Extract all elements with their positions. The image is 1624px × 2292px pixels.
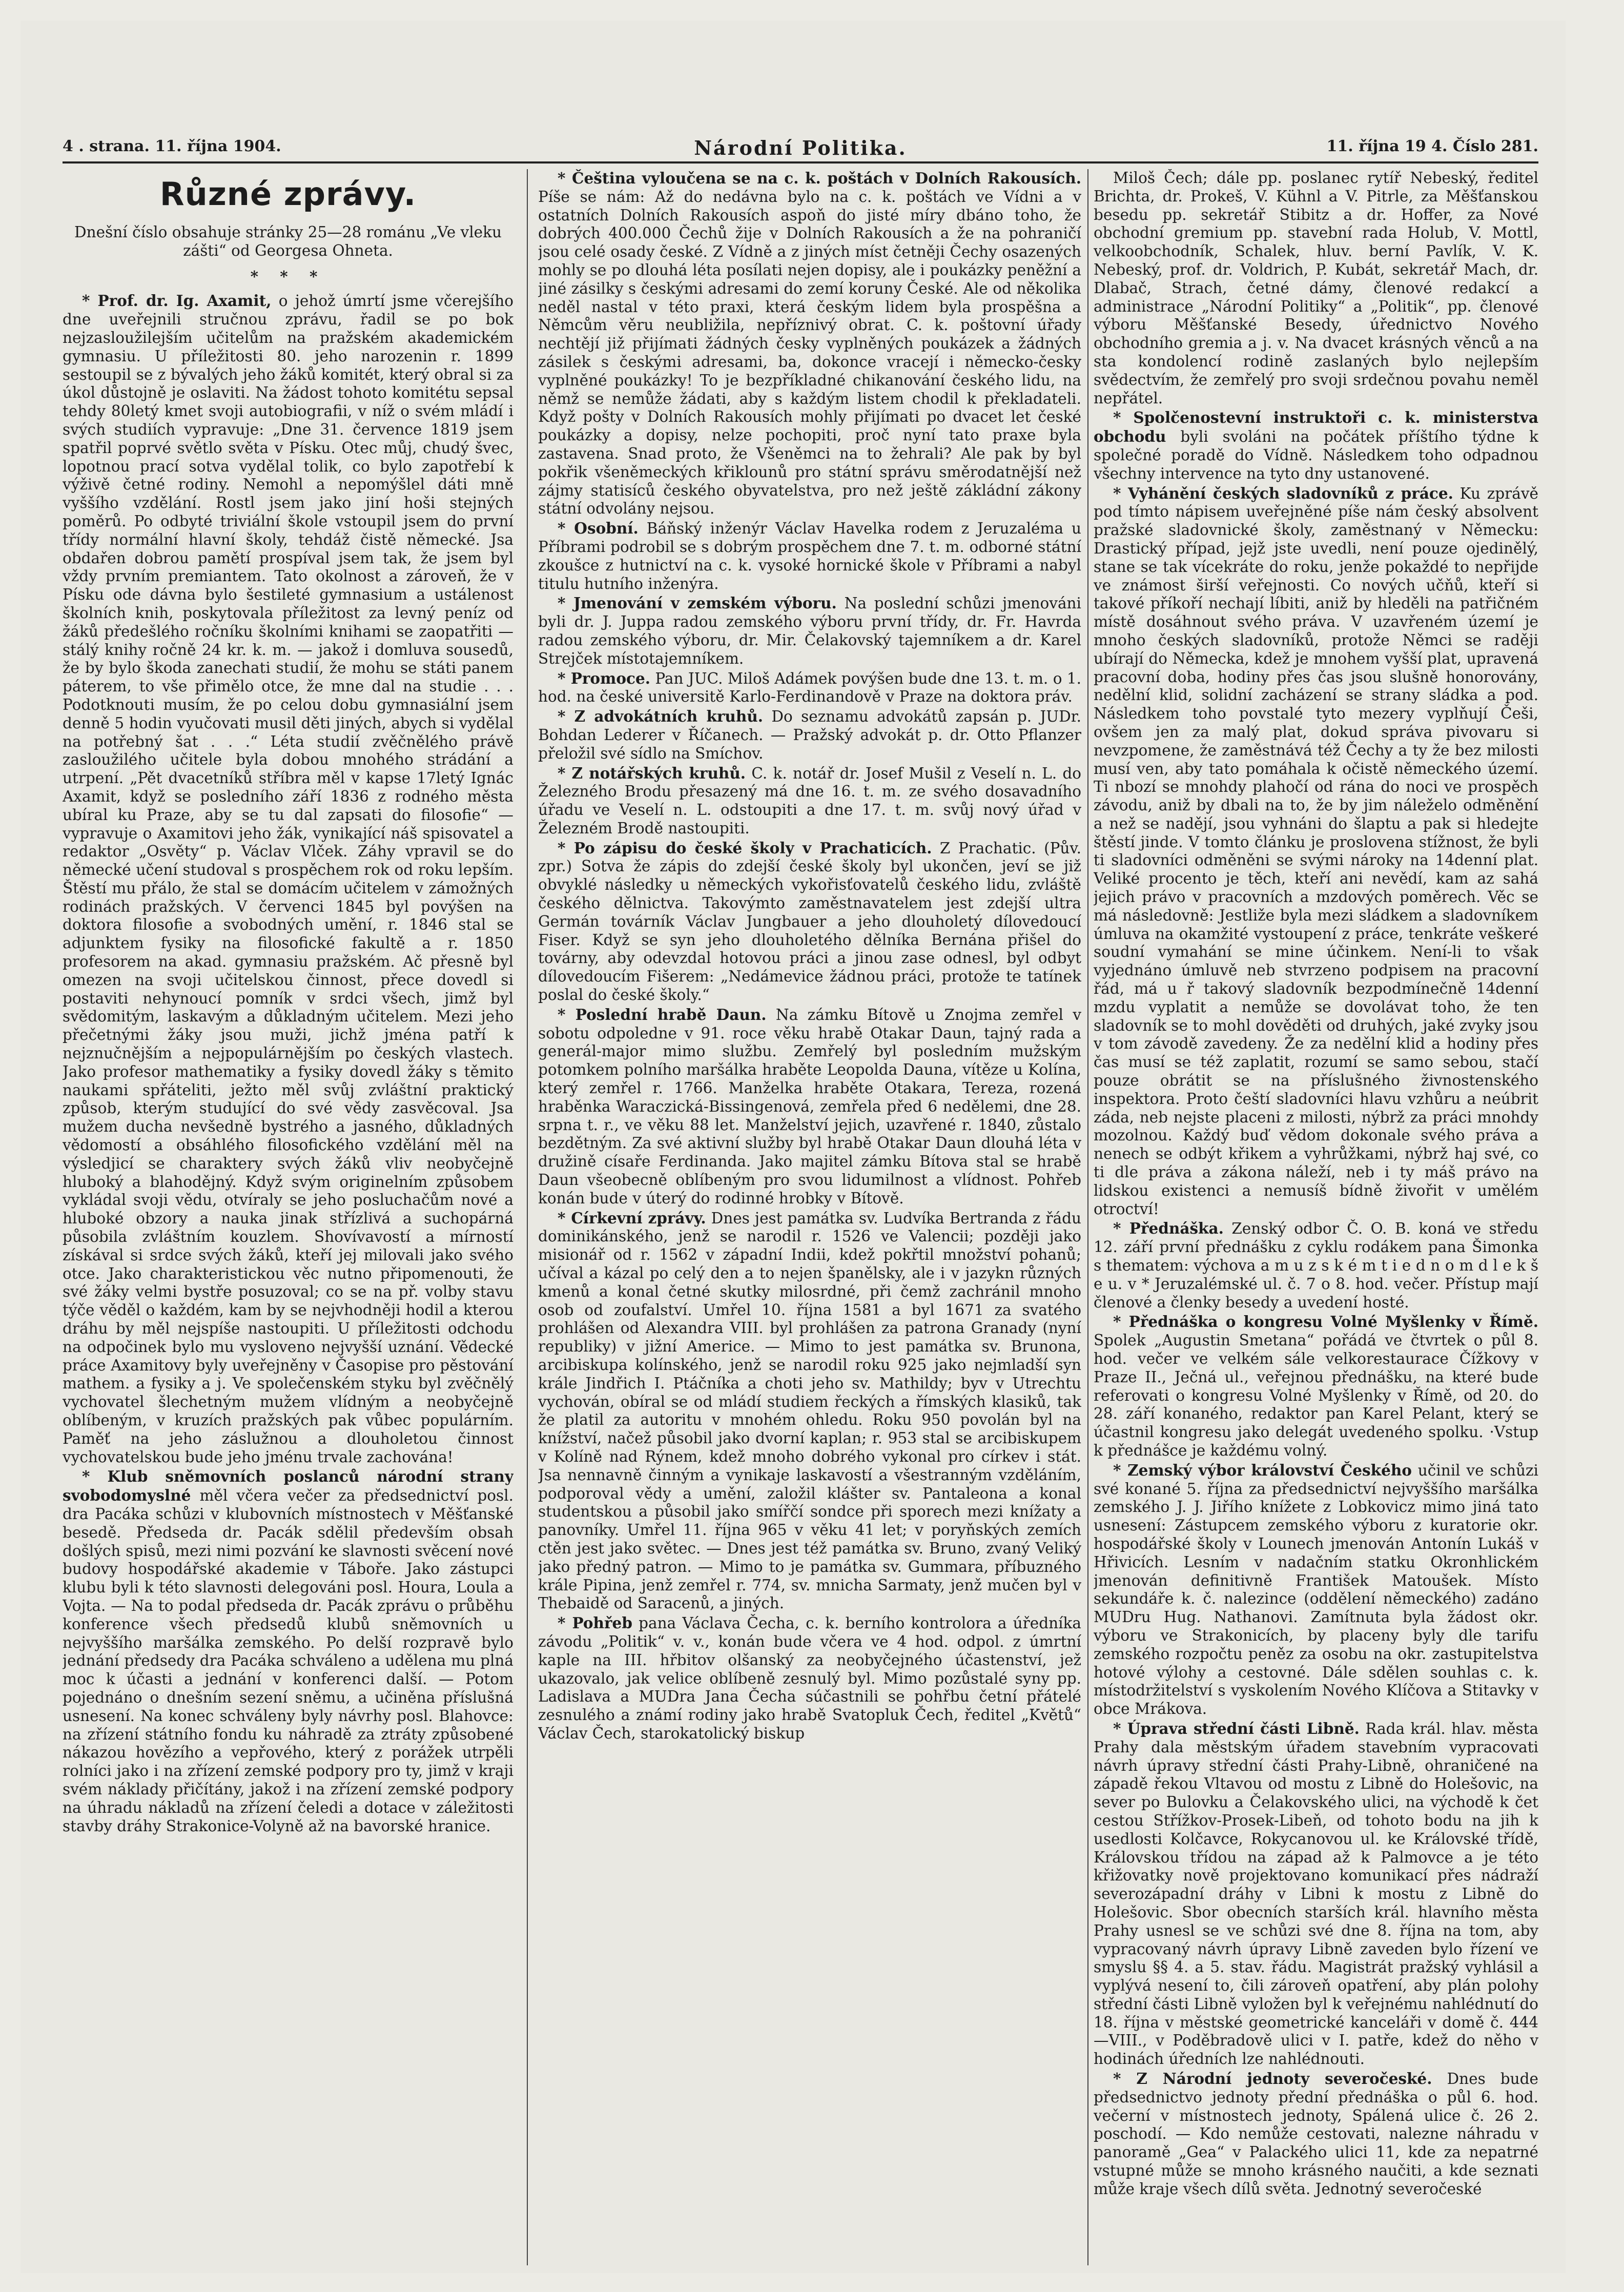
news-item bbox=[538, 1006, 1081, 1208]
news-item bbox=[538, 1614, 1081, 1743]
column-3-articles bbox=[1094, 169, 1538, 2199]
news-item bbox=[538, 839, 1081, 1005]
news-item bbox=[538, 1209, 1081, 1613]
news-item-text: Báňský inženýr Václav Havelka rodem z Jeruzaléma u Příbrami podrobil se s dobrým prospěchem dne 7. t. m. odborné státní zkoušce z hutnictví na c. k. vysoké hornické škole v Příbrami a nabyl titulu hutního inženýra. bbox=[538, 520, 1081, 592]
news-item bbox=[1094, 2070, 1538, 2199]
news-item bbox=[538, 594, 1081, 668]
header-issue-number: 11. října 19 4. Číslo 281. bbox=[1326, 137, 1538, 155]
column-1-articles bbox=[63, 292, 513, 1835]
column-2-articles bbox=[538, 169, 1081, 1743]
news-item-headline: * Poslední hrabě Daun. bbox=[558, 1005, 767, 1024]
news-item bbox=[1094, 1219, 1538, 1312]
news-item-headline: * Osobní. bbox=[558, 519, 639, 538]
news-item bbox=[63, 292, 513, 1466]
news-item-headline: * Přednáška o kongresu Volné Myšlenky v Římě. bbox=[1113, 1313, 1538, 1331]
news-item-text: Zenský odbor Č. O. B. koná ve středu 12. září první přednášku z cyklu rodákem pana Šimonka s thematem: výchova a m u z s k é m t i e d n o m d l e k š e u. v * Jeruzalémské ul. č. 7 o 8. hod. večer. Přístup mají členové a členky besedy a uvedení hosté. bbox=[1094, 1220, 1538, 1311]
news-item bbox=[538, 669, 1081, 707]
news-item-text: učinil ve schůzi své konané 5. října za předsednictví nejvyššího maršálka zemského J. J. Jiřího knížete z Lobkovicz mimo jiná tato usnesení: Zástupcem zemského výboru z kuratorie okr. hospodářské školy v Lounech jmenován Antonín Lukáš v Hřivicích. Lesním v nadačním statku Okronhlickém jmenován definitivně František Matoušek. Místo sekundáře k. č. nalezince (oddělení německého) zadáno MUDru Hug. Nathanovi. Zamítnuta byla žádost okr. výboru ve Strakonicích, by placeny byly dle tarifu zemského rozpočtu peněz za osobu na okr. zastupitelstva hotové výlohy a cestovné. Dále sdělen souhlas c. k. místodržitelství s vyskolením Nového Klíčova a Stitavky v obce Mrákova. bbox=[1094, 1461, 1538, 1718]
news-item-headline: * Vyhánění českých sladovníků z práce. bbox=[1113, 484, 1453, 502]
news-item bbox=[538, 519, 1081, 593]
column-divider bbox=[1087, 169, 1088, 2265]
news-item-text: Do seznamu advokátů zapsán p. JUDr. Bohdan Lederer v Říčanech. — Pražský advokát p. dr. Otto Pflanzer přeložil své sídlo na Smíchov. bbox=[538, 708, 1081, 762]
page-header bbox=[63, 133, 1538, 164]
news-item-headline: * Čeština vyloučena se na c. k. poštách v Dolních Rakousích. bbox=[558, 169, 1081, 187]
news-item-text: Dnes bude předsednictvo jednoty přední přednáška o půl 6. hod. večerní v místnostech jednoty, Spálená ulice č. 26 2. poschodí. — Kdo nemůže cestovati, nalezne náhradu v panoramě „Gea“ v Palackého ulici 11, kde za nepatrné vstupné může se mnoho krásného naučiti, a kde seznati může kraje všech dílů světa. Jednotný severočeské bbox=[1094, 2070, 1538, 2198]
news-item-headline: * Z advokátních kruhů. bbox=[558, 707, 764, 726]
news-item bbox=[1094, 1313, 1538, 1460]
news-item-text: C. k. notář dr. Josef Mušil z Veselí n. L. do Železného Brodu přesazený má dne 16. t. m. ze svého dosavadního úřadu ve Veselí n. L. odstoupiti a dne 17. t. m. svůj nový úřad v Železném Brodě nastoupiti. bbox=[538, 764, 1081, 837]
section-title: Různé zprávy. bbox=[159, 175, 417, 213]
news-item bbox=[1094, 169, 1538, 407]
header-rule bbox=[63, 161, 1538, 163]
news-item bbox=[1094, 1461, 1538, 1718]
newspaper-page bbox=[20, 21, 1566, 2273]
news-item bbox=[538, 764, 1081, 838]
separator-stars: * * * bbox=[250, 267, 326, 285]
news-item-text: o jehož úmrtí jsme včerejšího dne uveřejnili stručnou zprávu, řadil se po bok nejzasloužilejším učitelům na pražském akademickém gymnasiu. U příležitosti 80. jeho narozenin r. 1899 sestoupil se z bývalých jeho žáků komitét, který obral si za úkol důstojně je oslaviti. Na žádost tohoto komitétu sepsal tehdy 80letý kmet svoji autobiografii, v níž o svém mládí i svých studiích vypravuje: „Dne 31. července 1819 jsem spatřil poprvé světlo světa v Písku. Otec můj, chudý švec, lopotnou prací sotva vydělal tolik, co bylo zapotřebí k výživě četné rodiny. Nemohl a nepomýšlel dáti mně vyššího vzdělání. Rostl jsem jako jiní hoši stejných poměrů. Po odbyté triviální škole vstoupil jsem do první třídy normální hlavní školy, tehdáž čistě německé. Jsa obdařen dobrou pamětí prospíval jsem tak, že jsem byl vždy prvním premiantem. Tato okolnost a zároveň, že v Písku ode dávna bylo šestileté gymnasium a ustálenost školních knih, poskytovala příležitost za levný peníz od žáků předešlého ročníku školními knihami se zaopatřiti — stálý knihy ročně 24 kr. k. m. — jakož i domluva sousedů, že by bylo škoda zanechati studií, že mohu se státi panem páterem, to vše přimělo otce, že mne dal na studie . . . Podotknouti musím, že po celou dobu gymnasiální jsem denně 5 hodin vyučovati musil děti jiných, abych si vydělal na potřebný šat . . .“ Léta studií zvěčnělého právě zasloužilého učitele byla dobou mnohého strádání a utrpení. „Pět dvacetníků stříbra měl v kapse 17letý Ignác Axamit, když se posledního září 1836 z rodného města ubíral ku Praze, aby se tu dal zapsati do filosofie“ — vypravuje o Axamitovi jeho žák, vynikající náš spisovatel a redaktor „Osvěty“ p. Václav Vlček. Záhy vpravil se do německé učení studoval s prospěchem rok od roku lepším. Štěstí mu přálo, že stal se domácím učitelem v zámožných rodinách pražských. V červenci 1845 byl povýšen na doktora filosofie a svobodných umění, r. 1846 stal se adjunktem fysiky na filosofické fakultě a r. 1850 profesorem na akad. gymnasiu pražském. Ač přesně byl omezen na svoji učitelskou činnost, přece dovedl si postaviti nehynoucí pomník v srdci všech, jimž byl svědomitým, laskavým a důkladným učitelem. Mezi jeho přečetnými žáky jsou muži, jichž jména patří k nejznučnějším a nejpopulárnějším po českých vlastech. Jako profesor mathematiky a fysiky dovedl žáky s těmito naukami spřáteliti, ježto měl svůj zvláštní praktický způsob, kterým studující do své vědy zasvěcoval. Jsa mužem ducha nevšedně bystrého a jasného, důkladných vědomostí a obsáhlého filosofického vzdělání měl na výsledjicí se charaktery svých žáků vliv neobyčejně hluboký a blahodějný. Když svým originelním způsobem vykládal svoji vědu, otvíraly se jeho posluchačům nové a hluboké obzory a nauka jinak střízlivá a suchopárná působila zvláštním kouzlem. Shovívavostí a mírností získával si srdce svých žáků, kteří jej milovali jako svého otce. Jako charakteristickou věc nutno připomenouti, že své žáky velmi bystře posuzoval; co se na př. volby stavu týče věděl o každém, kam by se nejvhodněji hodil a kterou dráhu by měl nejspíše nastoupiti. U příležitosti odchodu na odpočinek bylo mu vysloveno nejvyšší uznání. Vědecké práce Axamitovy byly uveřejněny v Časopise pro pěstování mathem. a fysiky a j. Ve společenském styku byl zvěčnělý vychovatel šlechetným mužem vlídným a neobyčejně oblíbeným, v kruzích pražských pak vůbec populárním. Paměť na jeho záslužnou a dlouholetou činnost vychovatelskou bude jeho jménu trvale zachována! bbox=[63, 292, 513, 1466]
news-item-text: Na poslední schůzi jmenováni byli dr. J. Juppa radou zemského výboru první třídy, dr. Fr. Havrda radou zemského výboru, dr. Mir. Čelakovský tajemníkem a dr. Karel Strejček místotajemníkem. bbox=[538, 595, 1081, 667]
column-divider bbox=[527, 169, 528, 2265]
header-date-page: 4 . strana. 11. října 1904. bbox=[63, 137, 281, 155]
news-item-headline: * Klub sněmovních poslanců národní strany svobodomyslné bbox=[63, 1467, 513, 1505]
news-item-text: pana Václava Čecha, c. k. berního kontrolora a úředníka závodu „Politik“ v. v., konán bude včera ve 4 hod. odpol. z úmrtní kaple na III. hřbitov olšanský za neobyčejného účastenství, jež ukazovalo, jak velice oblíbeně zesnulý byl. Mimo pozůstalé syny pp. Ladislava a MUDra Jana Čecha súčastnili se pohřbu četní přátelé zesnulého a známí rodiny jako hrabě Svatopluk Čech, ředitel „Květů“ Václav Čech, starokatolický biskup bbox=[538, 1614, 1081, 1742]
column-1 bbox=[63, 169, 513, 2265]
news-item bbox=[63, 1467, 513, 1835]
intro-note: Dnešní číslo obsahuje stránky 25—28 románu „Ve vleku zášti“ od Georgesa Ohneta. bbox=[74, 223, 502, 259]
news-item bbox=[1094, 484, 1538, 1219]
news-item-text: měl včera večer za předsednictví posl. dra Pacáka schůzi v klubovních místnostech v Měšťanské besedě. Předseda dr. Pacák sdělil především obsah došlých spisů, mezi nimi pozvání ke slavnosti svěcení nové budovy hospodářské akademie v Táboře. Jako zástupci klubu byli k této slavnosti delegováni posl. Houra, Loula a Vojta. — Na to podal předseda dr. Pacák zprávu o průběhu konference všech předsedů klubů sněmovních u nejvyššího maršálka zemského. Po delší rozpravě bylo jednání předsedy dra Pacáka schváleno a udělena mu plná moc k účasti a jednání v konferenci další. — Potom pojednáno o dnešním sezení sněmu, a učiněna příslušná usnesení. Na konec schváleny byly návrhy posl. Blahovce: na zřízení státního fondu ku náhradě za ztráty způsobené nákazou hovězího a vepřového, který z porážek utrpěli rolníci jako i na zřízení zemské podpory pro ty, jimž v kraji svém náklady přičítány, jakož i na zřízení zemské podpory na úhradu nákladů na zřízení čeledi a dotace v záležitosti stavby dráhy Strakonice-Volyně až na bavorské hranice. bbox=[63, 1487, 513, 1835]
column-3 bbox=[1094, 169, 1538, 2265]
news-item bbox=[1094, 1720, 1538, 2069]
news-item-text: Spolek „Augustin Smetana“ pořádá ve čtvrtek o půl 8. hod. večer ve velkém sále velkorestaurace Čížkovy v Praze II., Ječná ul., veřejnou přednášku, na které bude referovati o kongresu Volné Myšlenky v Římě, od 20. do 28. září konaného, redaktor pan Karel Pelant, který se účastnil kongresu jako delegát uvedeného spolku. ·Vstup k přednášce je každému volný. bbox=[1094, 1332, 1538, 1459]
news-item-headline: * Přednáška. bbox=[1113, 1219, 1224, 1238]
news-item-headline: * Po zápisu do české školy v Prachaticích. bbox=[558, 838, 932, 857]
news-item-headline: * Z Národní jednoty severočeské. bbox=[1113, 2070, 1432, 2088]
news-item-text: Na zámku Bítově u Znojma zemřel v sobotu odpoledne v 91. roce věku hrabě Otakar Daun, tajný rada a generál-major mimo službu. Zemřelý byl posledním mužským potomkem polního maršálka hraběte Leopolda Dauna, vítěze u Kolína, který zemřel r. 1766. Manželka hraběte Otakara, Tereza, rozená hraběnka Waraczická-Bissingenová, zemřela před 6 nedělemi, dne 28. srpna t. r., ve věku 88 let. Manželství jejich, uzavřené r. 1840, zůstalo bezdětným. Za své aktivní služby byl hrabě Otakar Daun dlouhá léta v družině císaře Ferdinanda. Jako majitel zámku Bítova stal se hrabě Daun všeobecně oblíbeným pro svou lidumilnost a vlídnost. Pohřeb konán bude v úterý do rodinné hrobky v Bítově. bbox=[538, 1006, 1081, 1207]
news-item-text: Miloš Čech; dále pp. poslanec rytíř Nebeský, ředitel Brichta, dr. Prokeš, V. Kühnl a V. Pitrle, za Měšťanskou besedu pp. sekretář Stibitz a dr. Hoffer, za Nové obchodní gremium pp. stavební rada Holub, V. Mottl, velkoobchodník, Schalek, hluv. berní Pavlík, V. K. Nebeský, prof. dr. Voldrich, P. Kubát, sekretář Mach, dr. Dlabač, Strach, četné dámy, členové redakcí a administrace „Národní Politiky“ a „Politik“, pp. členové výboru Měšťanské Besedy, úřednictvo Nového obchodního gremia a j. v. Na dvacet krásných věnců a na sta kondolencí rodině zaslaných bylo nejlepším svědectvím, že zemřelý pro svoji srdečnou povahu neměl nepřátel. bbox=[1094, 169, 1538, 407]
news-item-headline: * Z notářských kruhů. bbox=[558, 764, 746, 782]
news-item-text: byli svoláni na počátek příštího týdne k společné poradě do Vídně. Následkem toho odpadnou všechny intervence na tyto dny ustanovené. bbox=[1094, 428, 1538, 482]
news-item bbox=[1094, 408, 1538, 483]
news-item-text: Rada král. hlav. města Prahy dala městským úřadem stavebním vypracovati návrh úpravy střední části Prahy-Libně, ohraničené na západě řekou Vltavou od mostu z Libně do Holešovic, na sever po Bulovku a Čelakovského ulici, na východě k čet cestou Střížkov-Prosek-Libeň, od tohoto bodu na jih k usedlosti Kolčavce, Rokycanovou ul. ke Královské třídě, Královskou třídou na západ až k Palmovce a je této křižovatky nově projektovano komunikací přes nádraží severozápadní dráhy v Libni k mostu z Libně do Holešovic. Sbor obecních starších král. hlavního města Prahy usnesl se ve schůzi své dne 8. října na tom, aby vypracovaný návrh úpravy Libně zaveden bylo řízení ve smyslu §§ 4. a 5. stav. řádu. Magistrát pražský vyhlásil a vyplývá nesení to, čili zároveň opatření, aby plán polohy střední části Libně vyložen byl k veřejnému nahlédnutí do 18. října v městské geometrické kanceláři v domě č. 444—VIII., v Poděbradově ulici v I. patře, kdež do něho v hodinách úředních lze nahlédnouti. bbox=[1094, 1720, 1538, 2068]
news-item-text: Pan JUC. Miloš Adámek povýšen bude dne 13. t. m. o 1. hod. na české universitě Karlo-Ferdinandově v Praze na doktora práv. bbox=[538, 669, 1081, 706]
news-item-text: Z Prachatic. (Pův. zpr.) Sotva že zápis do zdejší české školy byl ukončen, jeví se již obvyklé následky u německých vykořisťovatelů českého lidu, zvláště českého dělnictva. Takovýmto zaměstnavatelem jest zdejší ultra Germán továrník Václav Jungbauer a jeho dlouholetý dílovedoucí Fiser. Když se syn jeho dlouholetého dělníka Bernána přišel do továrny, aby odevzdal hotovou práci a jinou zase odnesl, byl odbyt dílovedoucím Fišerem: „Nedámevice žádnou práci, protože te tatínek poslal do české školy.“ bbox=[538, 839, 1081, 1004]
news-item-headline: * Úprava střední části Libně. bbox=[1113, 1719, 1360, 1737]
news-item-headline: * Jmenování v zemském výboru. bbox=[558, 594, 837, 612]
column-2 bbox=[538, 169, 1081, 2265]
news-item-text: Dnes jest památka sv. Ludvíka Bertranda z řádu dominikánského, jenž se narodil r. 1526 ve Valencii; později jako misionář od r. 1562 v západní Indii, kdež pokřtil množství pohanů; učíval a kázal po celý den a to nejen španělsky, ale i v jazykn různých kmenů a konal četné skutky milosrdné, při čemž zachránil mnoho osob od zoufalství. Umřel 10. října 1581 a byl 1671 za svatého prohlášen od Alexandra VIII. byl prohlášen za patrona Granady (nyní republiky) v jižní Americe. — Mimo to jest památka sv. Brunona, arcibiskupa kolínského, jenž se narodil roku 925 jako nejmladší syn krále Jindřich I. Ptáčníka a choti jeho sv. Mathildy; byv v Utrechtu vychován, obíral se od mládí studiem řeckých a římských klasiků, tak že platil za autoritu v mnohém ohledu. Roku 950 povolán byl na knížství, načež působil jako dvorní kaplan; r. 953 stal se arcibiskupem v Kolíně nad Rýnem, kdež mnoho dobrého vykonal pro církev i stát. Jsa nennavně činným a vynikaje laskavostí a všestranným vzděláním, podporoval vědy a umění, založil klášter sv. Pantaleona a konal studentskou a působil jako smířčí sondce při sporech mezi knížaty a panovníky. Umřel 11. října 965 v věku 41 let; v poryňských zemích ctěn jest jako světec. — Dnes jest též památka sv. Bruno, zvaný Veliký jako předný patron. — Mimo to je památka sv. Gummara, příbuzného krále Pipina, jenž zemřel r. 774, sv. mnicha Sarmaty, jenž mučen byl v Thebaidě od Saracenů, a jiných. bbox=[538, 1209, 1081, 1612]
news-item-headline: * Prof. dr. Ig. Axamit, bbox=[82, 292, 272, 310]
news-item-headline: * Spolčenostevní instruktoři c. k. ministerstva obchodu bbox=[1094, 408, 1538, 446]
news-item-headline: * Promoce. bbox=[558, 669, 651, 687]
header-masthead: Národní Politika. bbox=[694, 136, 907, 159]
news-item-headline: * Pohřeb bbox=[558, 1614, 632, 1632]
news-item-headline: * Církevní zprávy. bbox=[558, 1209, 706, 1227]
news-item-text: Ku zprávě pod tímto nápisem uveřejněné píše nám český absolvent pražské sladovnické školy, zaměstnaný v Německu: Drastický případ, jejž jste uvedli, není pouze ojedinělý, stane se tak vícekráte do roku, jenže pokaždé to nepřijde ve známost širší veřejnosti. Co nových učňů, kteří si takové příkoří nechají líbiti, aniž by hleděli na patřičném místě dosáhnout svého práva. V uzavřeném území je mnoho českých sladovníků, protože Němci se raději ubírají do Německa, kdež je mnohem vyšší plat, upravená pracovní doba, hodiny přes čas jsou slušně honorovány, nedělní klid, solidní zacházení se strany sládka a pod. Následkem toho povstalé tyto mezery vyplňují Češi, ovšem jen za malý plat, dokud správa pivovaru si nevzpomene, že zaměstnává též Čechy a ty že bez milosti musí ven, aby tato pomáhala k očistě německého území. Ti nbozí se mnohdy plahočí od rána do noci ve prospěch závodu, aniž by dbali na to, že by jim náleželo odměnění a než se nadějí, jsou vyhnáni do šlaptu a pak si hledejte štěstí jinde. V tomto článku je proslovena stížnost, že byli ti sladovníci odměněni se svými nároky na 14denní plat. Veliké procento je těch, kteří ani nevědí, kam az sahá jejich právo v pracovních a mzdových poměrech. Věc se má následovně: Jestliže byla mezi sládkem a sladovníkem úmluva na okamžité vystoupení z práce, tenkráte veškeré soudní vymahání se mine účinkem. Není-li to však vyjednáno úmluvě neb stvrzeno podpisem na pracovní řád, má u ř takový sladovník bezpodmínečně 14denní mzdu vyplatit a nemůže se dovolávat toho, že ten sladovník se to mohl dověděti od druhých, jaké zvyky jsou v tom závodě zavedeny. Že za nedělní klid a hodiny přes čas musí se též zaplatit, rozumí se samo sebou, stačí pouze obrátit se na příslušného živnostenského inspektora. Proto čeští sladovníci hlavu vzhůru a neúbrit záda, neb nejste placeni z milosti, nýbrž za práci mnohdy mozolnou. Každý buď vědom dokonale svého práva a nenech se odbýt křikem a vyhrůžkami, nýbrž haj své, co ti dle práva a zákona náleží, neb i ty máš právo na lidskou existenci a nemusíš bídně živořit v umělém otroctví! bbox=[1094, 484, 1538, 1218]
news-item bbox=[538, 169, 1081, 518]
news-item-text: Píše se nám: Až do nedávna bylo na c. k. poštách ve Vídni a v ostatních Dolních Rakousích aspoň do jisté míry dbáno toho, že dobrých 400.000 Čechů žije v Dolních Rakousích a že na pohraničí jsou celé osady české. Z Vídně a z jiných míst četněji Čechy osazených mohly se po dlouhá léta posílati nejen dopisy, ale i poukázky peněžní a jiné zásilky s českými adresami do zemí koruny České. Ale od několika neděl nastal v této praxi, která českým lidem byla prospěšna a Němcům věru neubližila, nepříznivý obrat. C. k. poštovní úřady nechtějí již přijímati žádných česky vyplněných poukázek a žádných zásilek s českými adresami, ba, dokonce vracejí i německo-česky vyplněné poukázky! To je bezpříkladné chikanování českého lidu, na němž se nemůže žádati, aby s každým listem chodil k překladateli. Když pošty v Dolních Rakousích mohly přijímati po dvacet let české poukázky a dopisy, nelze pochopiti, proč nyní tato praxe byla zastavena. Snad proto, že Všeněmci na to žehrali? Ale pak by byl pokřik všeněmeckých křiklounů pro státní správu směrodatnější než zájmy statisíců českého obyvatelstva, pro než ještě zákládní zákony státní odvolány nejsou. bbox=[538, 188, 1081, 518]
news-item-headline: * Zemský výbor království Českého bbox=[1113, 1461, 1412, 1479]
news-item bbox=[538, 707, 1081, 763]
